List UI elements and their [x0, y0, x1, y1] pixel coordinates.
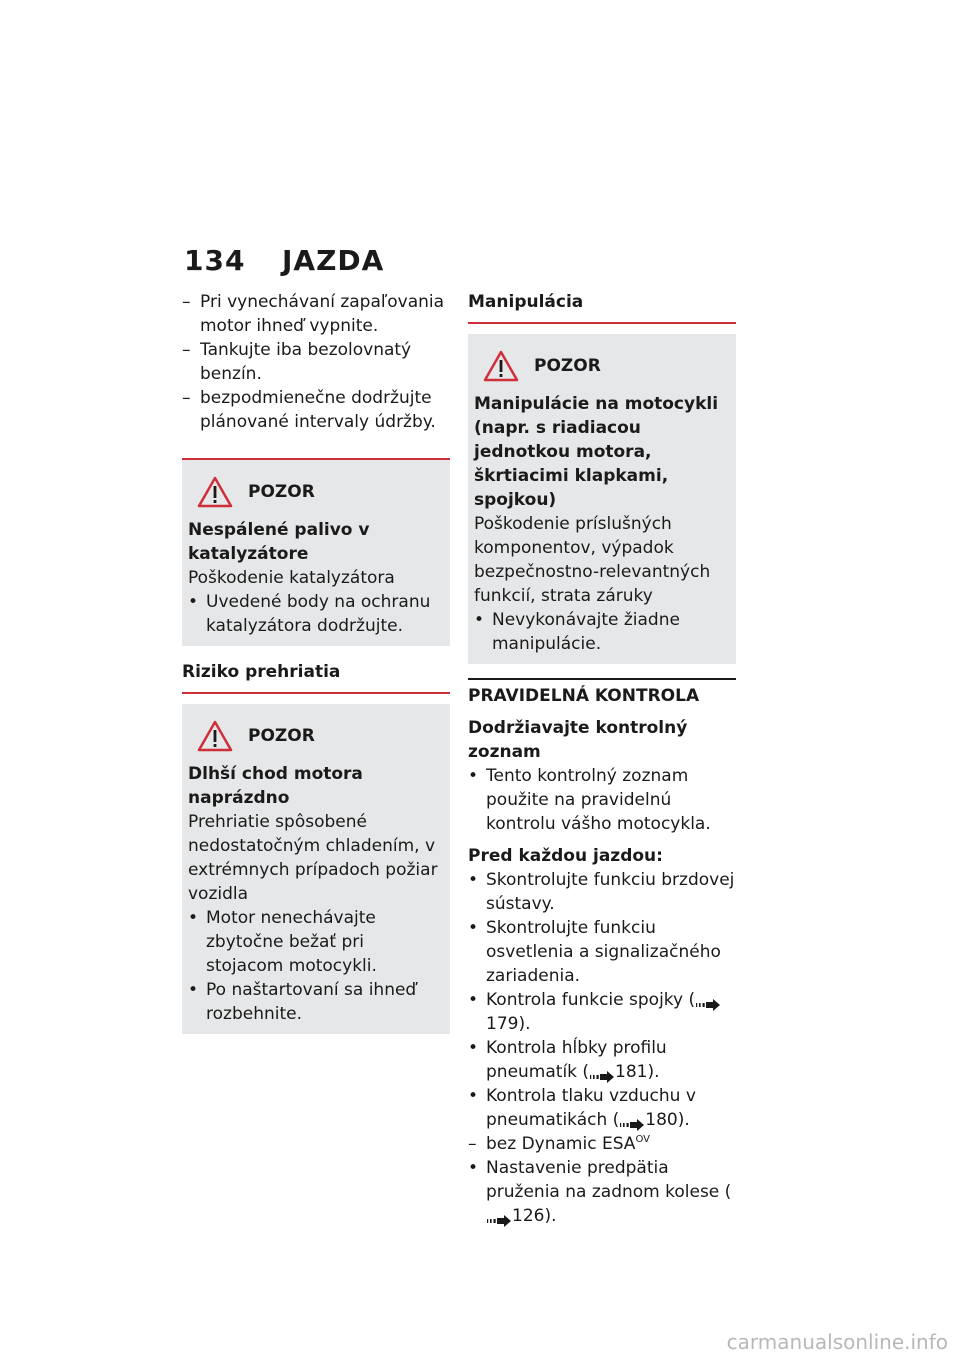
- warning-body: Prehriatie spôsobené nedostatočným chladením, v extrémnych prípadoch požiar vozidla: [188, 812, 438, 904]
- warning-title: Dlhší chod motora naprázdno: [188, 764, 363, 808]
- warning-box-overheating: [182, 704, 450, 1034]
- page-reference-arrow-icon: [589, 1066, 615, 1078]
- warning-box-manipulation: [468, 334, 736, 664]
- warning-header: [474, 350, 730, 382]
- subheading-overheating: Riziko prehriatia: [182, 660, 450, 694]
- page-reference[interactable]: 181: [615, 1062, 648, 1082]
- list-item: • Motor nenechávajte zbytočne bežať pri stojacom motocykli.: [188, 908, 377, 976]
- warning-title: Nespálené palivo v katalyzátore: [188, 520, 370, 564]
- list-item: • Skontrolujte funkciu brzdovej sústavy.: [468, 870, 735, 914]
- right-column: [468, 290, 736, 1228]
- list-item: • Kontrola tlaku vzduchu v pneumatikách ( 180).: [468, 1086, 696, 1130]
- warning-word: POZOR: [248, 726, 315, 746]
- page-reference[interactable]: 126: [512, 1206, 545, 1226]
- list-item: – bezpodmienečne dodržujte plánované intervaly údržby.: [182, 388, 436, 432]
- warning-body: Poškodenie katalyzátora: [188, 568, 395, 588]
- warning-word: POZOR: [534, 356, 601, 376]
- list-item: • Kontrola funkcie spojky (179).: [468, 988, 736, 1036]
- warning-triangle-icon: [474, 350, 528, 382]
- watermark: carmanualsonline.info: [726, 1330, 948, 1354]
- list-item: – bez Dynamic $ESA^{OV}$: [468, 1134, 650, 1154]
- warning-header: [188, 720, 444, 752]
- page-reference-arrow-icon: [486, 1210, 512, 1222]
- page-reference[interactable]: 179: [486, 1014, 519, 1034]
- intro-list: [182, 290, 450, 434]
- list-item: • Uvedené body na ochranu katalyzátora dodržujte.: [188, 592, 431, 636]
- page-header: [184, 244, 384, 277]
- checklist-heading: Dodržiavajte kontrolný zoznam: [468, 718, 688, 762]
- section-title: PRAVIDELNÁ KONTROLA: [468, 678, 736, 708]
- page-reference[interactable]: 180: [645, 1110, 678, 1130]
- page-number: 134: [184, 244, 246, 277]
- warning-word: POZOR: [248, 482, 315, 502]
- list-item: • Skontrolujte funkciu osvetlenia a signalizačného zariadenia.: [468, 918, 721, 986]
- before-ride-heading: Pred každou jazdou:: [468, 846, 663, 866]
- list-item: • Nastavenie predpätia pruženia na zadnom kolese (126).: [468, 1158, 732, 1226]
- warning-title: Manipulácie na motocykli (napr. s riadiacou jednotkou motora, škrtiacimi klapkami, spojkou): [474, 394, 719, 510]
- warning-triangle-icon: [188, 476, 242, 508]
- page-reference-arrow-icon: [619, 1114, 645, 1126]
- warning-body: Poškodenie príslušných komponentov, výpadok bezpečnostno-relevantných funkcií, strata záruky: [474, 514, 711, 606]
- warning-box-catalyst: [182, 458, 450, 646]
- list-item: – Pri vynechávaní zapaľovania motor ihneď vypnite.: [182, 292, 445, 336]
- warning-header: [188, 476, 444, 508]
- list-item: • Po naštartovaní sa ihneď rozbehnite.: [188, 980, 417, 1024]
- list-item: • Nevykonávajte žiadne manipulácie.: [474, 610, 680, 654]
- list-item: • Kontrola hĺbky profilu pneumatík ( 181).: [468, 1038, 667, 1082]
- option-superscript: OV: [635, 1134, 650, 1145]
- list-item: – Tankujte iba bezolovnatý benzín.: [182, 340, 412, 384]
- page-title: JAZDA: [282, 244, 385, 277]
- left-column: [182, 290, 450, 1048]
- list-item: • Tento kontrolný zoznam použite na pravidelnú kontrolu vášho motocykla.: [468, 766, 711, 834]
- subheading-manipulation: Manipulácia: [468, 290, 736, 324]
- page-reference-arrow-icon: [695, 994, 721, 1006]
- warning-triangle-icon: [188, 720, 242, 752]
